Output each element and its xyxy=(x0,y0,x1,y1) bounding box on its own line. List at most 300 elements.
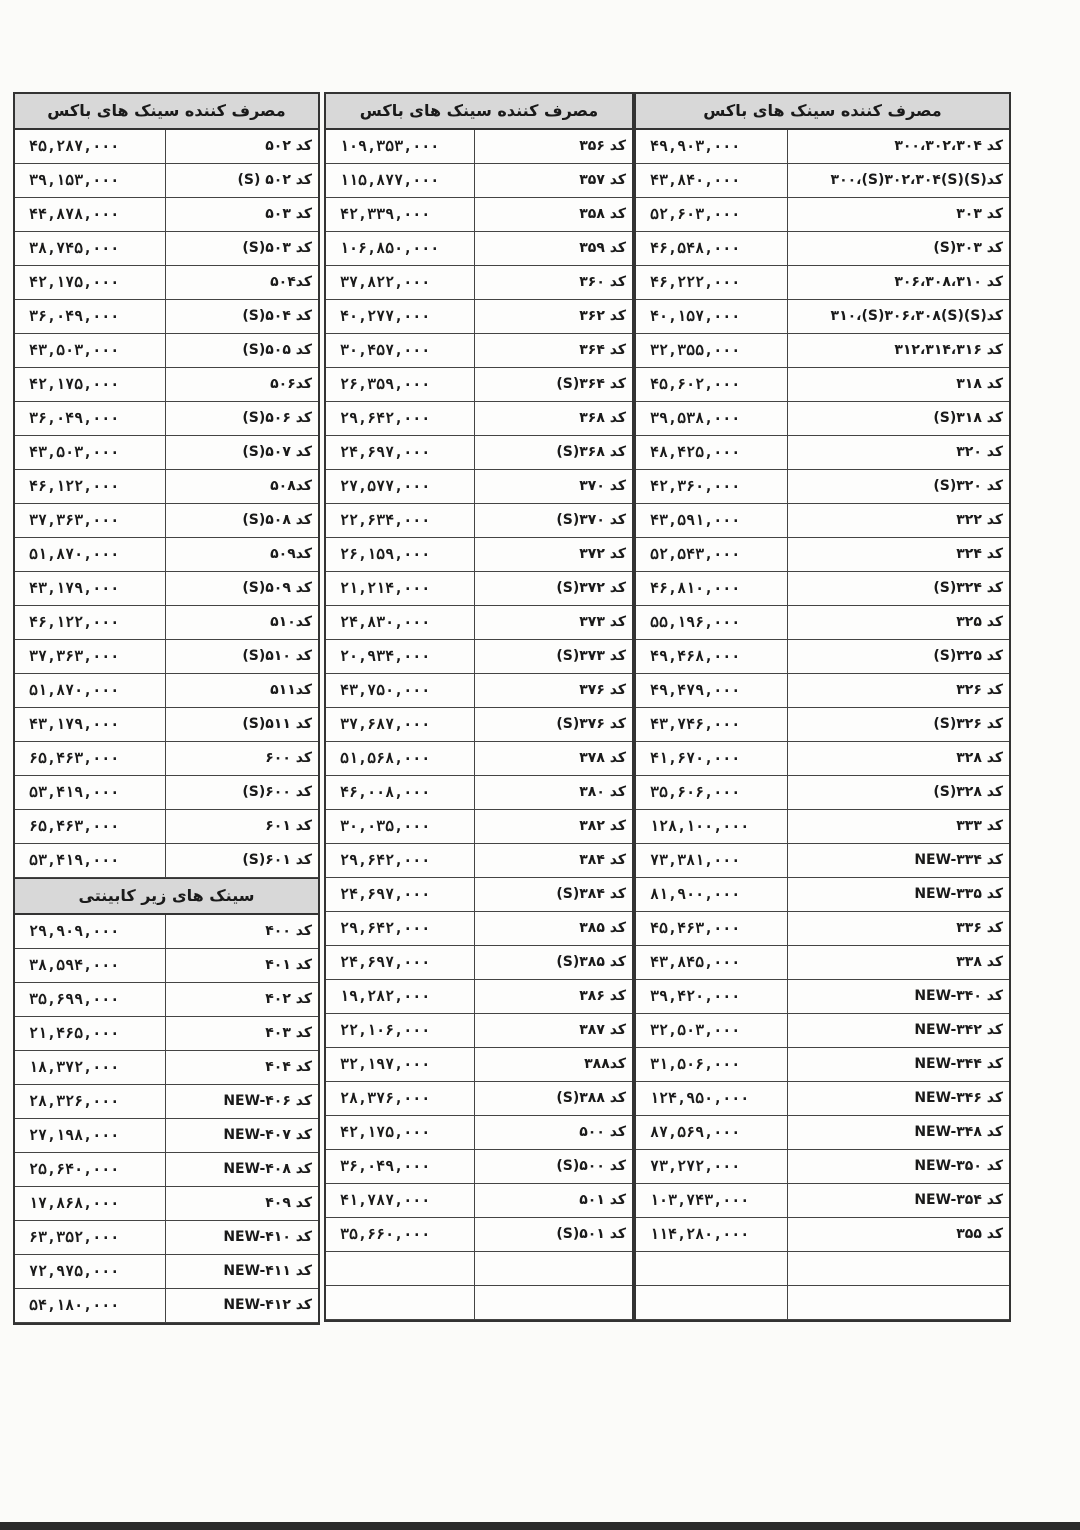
price-cell: ۳۹,۱۵۳,۰۰۰ xyxy=(15,164,166,198)
price-cell: ۴۸,۴۲۵,۰۰۰ xyxy=(636,436,788,470)
table-row xyxy=(326,1286,632,1320)
price-cell: ۲۰,۹۳۴,۰۰۰ xyxy=(326,640,475,674)
code-cell: کد ۳۲۴(S) xyxy=(788,572,1009,606)
table-row xyxy=(15,915,318,949)
table-row xyxy=(636,946,1009,980)
price-cell: ۳۹,۵۳۸,۰۰۰ xyxy=(636,402,788,436)
table-row xyxy=(15,810,318,844)
code-cell: کد NEW-۴۰۷ xyxy=(166,1119,318,1153)
price-cell: ۷۲,۹۷۵,۰۰۰ xyxy=(15,1255,166,1289)
code-cell: کد ۳۳۳ xyxy=(788,810,1009,844)
table-row xyxy=(15,640,318,674)
code-cell: کد ۳۲۵ xyxy=(788,606,1009,640)
code-cell: کد ۴۰۲ xyxy=(166,983,318,1017)
code-cell: کد ۳۲۸(S) xyxy=(788,776,1009,810)
table-row xyxy=(636,130,1009,164)
table-row xyxy=(326,606,632,640)
code-cell: کد ۳۱۲،۳۱۴،۳۱۶ xyxy=(788,334,1009,368)
code-cell: کد ۳۶۰ xyxy=(475,266,632,300)
table-row xyxy=(15,1221,318,1255)
price-cell: ۸۱,۹۰۰,۰۰۰ xyxy=(636,878,788,912)
code-cell: کد ۳۶۸ xyxy=(475,402,632,436)
table-row xyxy=(636,878,1009,912)
code-cell: کد ۳۲۰ xyxy=(788,436,1009,470)
table-row xyxy=(636,1082,1009,1116)
table-row xyxy=(636,470,1009,504)
code-cell: کد۵۰۴ xyxy=(166,266,318,300)
price-cell: ۲۶,۳۵۹,۰۰۰ xyxy=(326,368,475,402)
price-cell: ۴۳,۸۴۵,۰۰۰ xyxy=(636,946,788,980)
table-row xyxy=(326,300,632,334)
code-cell: کد ۳۲۰(S) xyxy=(788,470,1009,504)
code-cell: کد ۵۰۴(S) xyxy=(166,300,318,334)
code-cell: کد ۴۰۱ xyxy=(166,949,318,983)
code-cell: کد ۳۷۸ xyxy=(475,742,632,776)
table-row xyxy=(15,504,318,538)
table-row xyxy=(326,232,632,266)
table-row xyxy=(15,538,318,572)
code-cell: کد ۳۸۴(S) xyxy=(475,878,632,912)
code-cell: کد۵۰۸ xyxy=(166,470,318,504)
price-cell: ۴۶,۱۲۲,۰۰۰ xyxy=(15,470,166,504)
price-cell: ۴۲,۳۶۰,۰۰۰ xyxy=(636,470,788,504)
code-cell: کد NEW-۳۴۲ xyxy=(788,1014,1009,1048)
price-table-middle xyxy=(324,92,634,1322)
code-cell: کد ۵۰۶(S) xyxy=(166,402,318,436)
price-cell: ۳۸,۵۹۴,۰۰۰ xyxy=(15,949,166,983)
price-cell: ۳۷,۸۲۲,۰۰۰ xyxy=(326,266,475,300)
code-cell: کد ۳۸۷ xyxy=(475,1014,632,1048)
table-row xyxy=(15,1119,318,1153)
price-cell xyxy=(636,1252,788,1286)
price-cell: ۳۶,۰۴۹,۰۰۰ xyxy=(326,1150,475,1184)
code-cell: کد ۳۸۸(S) xyxy=(475,1082,632,1116)
code-cell: کد ۴۰۴ xyxy=(166,1051,318,1085)
table-row xyxy=(15,1051,318,1085)
table-row xyxy=(15,708,318,742)
table-row xyxy=(636,1252,1009,1286)
table-row xyxy=(326,776,632,810)
table-row xyxy=(636,1286,1009,1320)
code-cell: کد ۳۷۰ xyxy=(475,470,632,504)
table-header: مصرف کننده سینک های باکس xyxy=(326,94,632,130)
price-cell: ۱۰۶,۸۵۰,۰۰۰ xyxy=(326,232,475,266)
table-row xyxy=(15,266,318,300)
code-cell: کد(S)۳۰۰،(S)۳۰۲،۳۰۴(S) xyxy=(788,164,1009,198)
price-cell: ۲۱,۲۱۴,۰۰۰ xyxy=(326,572,475,606)
code-cell: کد ۳۷۲(S) xyxy=(475,572,632,606)
table-row xyxy=(636,810,1009,844)
code-cell: کد ۳۵۹ xyxy=(475,232,632,266)
price-cell: ۳۷,۳۶۳,۰۰۰ xyxy=(15,640,166,674)
price-cell: ۵۵,۱۹۶,۰۰۰ xyxy=(636,606,788,640)
table-row xyxy=(636,402,1009,436)
price-cell: ۴۱,۷۸۷,۰۰۰ xyxy=(326,1184,475,1218)
price-cell: ۱۷,۸۶۸,۰۰۰ xyxy=(15,1187,166,1221)
code-cell: کد ۵۰۹(S) xyxy=(166,572,318,606)
price-cell: ۲۵,۶۴۰,۰۰۰ xyxy=(15,1153,166,1187)
code-cell xyxy=(788,1252,1009,1286)
price-cell: ۱۲۸,۱۰۰,۰۰۰ xyxy=(636,810,788,844)
code-cell: کد ۳۲۶(S) xyxy=(788,708,1009,742)
table-row xyxy=(326,946,632,980)
price-cell: ۵۱,۵۶۸,۰۰۰ xyxy=(326,742,475,776)
price-cell: ۷۳,۳۸۱,۰۰۰ xyxy=(636,844,788,878)
code-cell: کد ۳۶۲ xyxy=(475,300,632,334)
price-cell: ۵۴,۱۸۰,۰۰۰ xyxy=(15,1289,166,1323)
price-cell: ۴۶,۵۴۸,۰۰۰ xyxy=(636,232,788,266)
table-header: مصرف کننده سینک های باکس xyxy=(636,94,1009,130)
table-row xyxy=(15,1153,318,1187)
code-cell: کد ۴۰۰ xyxy=(166,915,318,949)
code-cell: کد ۳۰۰،۳۰۲،۳۰۴ xyxy=(788,130,1009,164)
price-cell: ۱۰۹,۳۵۳,۰۰۰ xyxy=(326,130,475,164)
code-cell: کد ۳۳۶ xyxy=(788,912,1009,946)
code-cell: کد ۳۷۰(S) xyxy=(475,504,632,538)
table-row xyxy=(326,980,632,1014)
table-row xyxy=(326,640,632,674)
table-row xyxy=(326,368,632,402)
price-cell: ۴۰,۲۷۷,۰۰۰ xyxy=(326,300,475,334)
price-cell: ۳۵,۶۶۰,۰۰۰ xyxy=(326,1218,475,1252)
code-cell: کد NEW-۳۵۴ xyxy=(788,1184,1009,1218)
table-row xyxy=(326,1252,632,1286)
table-row xyxy=(326,1150,632,1184)
price-cell: ۸۷,۵۶۹,۰۰۰ xyxy=(636,1116,788,1150)
price-cell: ۲۹,۶۴۲,۰۰۰ xyxy=(326,844,475,878)
table-row xyxy=(326,130,632,164)
price-cell: ۳۹,۴۲۰,۰۰۰ xyxy=(636,980,788,1014)
code-cell: کد ۵۰۳ xyxy=(166,198,318,232)
price-cell xyxy=(326,1252,475,1286)
price-cell: ۳۷,۶۸۷,۰۰۰ xyxy=(326,708,475,742)
code-cell: کد ۳۰۶،۳۰۸،۳۱۰ xyxy=(788,266,1009,300)
price-cell xyxy=(636,1286,788,1320)
price-cell: ۴۳,۵۹۱,۰۰۰ xyxy=(636,504,788,538)
code-cell: کد ۳۷۳ xyxy=(475,606,632,640)
table-row xyxy=(326,164,632,198)
table-row xyxy=(15,1255,318,1289)
code-cell: کد ۵۰۱(S) xyxy=(475,1218,632,1252)
table-row xyxy=(15,674,318,708)
code-cell: کد ۳۲۲ xyxy=(788,504,1009,538)
table-row xyxy=(326,538,632,572)
price-cell: ۲۷,۱۹۸,۰۰۰ xyxy=(15,1119,166,1153)
code-cell: کد ۶۰۱ xyxy=(166,810,318,844)
table-row xyxy=(326,1014,632,1048)
code-cell: کد ۳۵۵ xyxy=(788,1218,1009,1252)
table-row xyxy=(326,912,632,946)
price-cell: ۴۵,۶۰۲,۰۰۰ xyxy=(636,368,788,402)
table-row xyxy=(636,776,1009,810)
code-cell: کد NEW-۴۰۸ xyxy=(166,1153,318,1187)
price-cell: ۳۲,۱۹۷,۰۰۰ xyxy=(326,1048,475,1082)
undercabinet-subheader: سینک های زیر کابینتی xyxy=(15,878,318,915)
code-cell: کد(S)۳۱۰،(S)۳۰۶،۳۰۸(S) xyxy=(788,300,1009,334)
code-cell: کد NEW-۳۳۴ xyxy=(788,844,1009,878)
table-row xyxy=(326,334,632,368)
price-cell: ۲۲,۶۳۴,۰۰۰ xyxy=(326,504,475,538)
code-cell: کد۵۰۶ xyxy=(166,368,318,402)
price-cell: ۲۷,۵۷۷,۰۰۰ xyxy=(326,470,475,504)
price-cell: ۴۳,۷۴۶,۰۰۰ xyxy=(636,708,788,742)
code-cell: کد ۶۰۰ xyxy=(166,742,318,776)
price-cell: ۴۹,۴۷۹,۰۰۰ xyxy=(636,674,788,708)
table-row xyxy=(326,470,632,504)
code-cell: کد۵۰۹ xyxy=(166,538,318,572)
code-cell: کد NEW-۳۴۰ xyxy=(788,980,1009,1014)
table-row xyxy=(15,436,318,470)
table-row xyxy=(636,708,1009,742)
code-cell: کد ۵۱۰(S) xyxy=(166,640,318,674)
price-cell: ۷۳,۲۷۲,۰۰۰ xyxy=(636,1150,788,1184)
code-cell: کد ۵۰۰ xyxy=(475,1116,632,1150)
price-cell: ۴۳,۵۰۳,۰۰۰ xyxy=(15,334,166,368)
price-cell: ۴۶,۸۱۰,۰۰۰ xyxy=(636,572,788,606)
code-cell: کد ۳۳۸ xyxy=(788,946,1009,980)
table-row xyxy=(636,742,1009,776)
table-row xyxy=(15,470,318,504)
code-cell: کد ۵۰۷(S) xyxy=(166,436,318,470)
price-cell: ۴۵,۲۸۷,۰۰۰ xyxy=(15,130,166,164)
code-cell: کد ۳۱۸ xyxy=(788,368,1009,402)
table-row xyxy=(15,198,318,232)
price-cell: ۲۸,۳۷۶,۰۰۰ xyxy=(326,1082,475,1116)
price-cell: ۴۳,۱۷۹,۰۰۰ xyxy=(15,708,166,742)
price-cell: ۴۲,۱۷۵,۰۰۰ xyxy=(326,1116,475,1150)
table-row xyxy=(15,1017,318,1051)
code-cell: کد۵۱۱ xyxy=(166,674,318,708)
price-cell: ۲۱,۴۶۵,۰۰۰ xyxy=(15,1017,166,1051)
table-row xyxy=(636,368,1009,402)
code-cell: کد ۳۰۳ xyxy=(788,198,1009,232)
price-cell: ۴۶,۰۰۸,۰۰۰ xyxy=(326,776,475,810)
price-cell: ۳۰,۴۵۷,۰۰۰ xyxy=(326,334,475,368)
price-cell: ۱۱۴,۲۸۰,۰۰۰ xyxy=(636,1218,788,1252)
table-row xyxy=(326,436,632,470)
price-cell: ۴۳,۵۰۳,۰۰۰ xyxy=(15,436,166,470)
table-row xyxy=(15,1289,318,1323)
code-cell: کد ۵۰۰(S) xyxy=(475,1150,632,1184)
price-cell: ۴۱,۶۷۰,۰۰۰ xyxy=(636,742,788,776)
table-row xyxy=(326,1082,632,1116)
table-row xyxy=(636,912,1009,946)
price-cell: ۳۱,۵۰۶,۰۰۰ xyxy=(636,1048,788,1082)
table-row xyxy=(326,572,632,606)
code-cell: کد ۳۸۰ xyxy=(475,776,632,810)
code-cell: کد ۳۲۸ xyxy=(788,742,1009,776)
price-cell: ۱۰۳,۷۴۳,۰۰۰ xyxy=(636,1184,788,1218)
price-cell: ۴۳,۸۴۰,۰۰۰ xyxy=(636,164,788,198)
price-cell xyxy=(326,1286,475,1320)
price-cell: ۵۳,۴۱۹,۰۰۰ xyxy=(15,776,166,810)
price-cell: ۲۴,۶۹۷,۰۰۰ xyxy=(326,436,475,470)
price-cell: ۲۹,۹۰۹,۰۰۰ xyxy=(15,915,166,949)
price-cell: ۲۴,۶۹۷,۰۰۰ xyxy=(326,878,475,912)
price-cell: ۵۳,۴۱۹,۰۰۰ xyxy=(15,844,166,878)
code-cell: کد ۳۸۵(S) xyxy=(475,946,632,980)
code-cell: کد ۳۵۷ xyxy=(475,164,632,198)
code-cell xyxy=(475,1286,632,1320)
code-cell: کد NEW-۴۰۶ xyxy=(166,1085,318,1119)
code-cell: کد ۴۰۳ xyxy=(166,1017,318,1051)
code-cell: کد ۳۶۴ xyxy=(475,334,632,368)
price-cell: ۳۶,۰۴۹,۰۰۰ xyxy=(15,402,166,436)
code-cell: کد ۳۲۵(S) xyxy=(788,640,1009,674)
table-row xyxy=(326,844,632,878)
table-row xyxy=(636,1184,1009,1218)
price-cell: ۳۵,۶۹۹,۰۰۰ xyxy=(15,983,166,1017)
code-cell: کد ۵۰۲ xyxy=(166,130,318,164)
table-row xyxy=(636,300,1009,334)
price-cell: ۳۶,۰۴۹,۰۰۰ xyxy=(15,300,166,334)
code-cell: کد NEW-۳۴۸ xyxy=(788,1116,1009,1150)
table-row xyxy=(15,572,318,606)
price-cell: ۳۵,۶۰۶,۰۰۰ xyxy=(636,776,788,810)
price-cell: ۳۷,۳۶۳,۰۰۰ xyxy=(15,504,166,538)
code-cell: کد ۳۸۵ xyxy=(475,912,632,946)
code-cell: کد ۳۷۶(S) xyxy=(475,708,632,742)
table-row xyxy=(15,844,318,878)
table-row xyxy=(15,300,318,334)
price-cell: ۳۰,۰۳۵,۰۰۰ xyxy=(326,810,475,844)
table-row xyxy=(326,1048,632,1082)
code-cell: کد ۵۰۳(S) xyxy=(166,232,318,266)
price-cell: ۵۲,۵۴۳,۰۰۰ xyxy=(636,538,788,572)
price-cell: ۲۲,۱۰۶,۰۰۰ xyxy=(326,1014,475,1048)
table-row xyxy=(636,164,1009,198)
table-row xyxy=(326,1116,632,1150)
code-cell: کد ۳۶۴(S) xyxy=(475,368,632,402)
table-row xyxy=(326,402,632,436)
table-row xyxy=(636,1048,1009,1082)
table-row xyxy=(326,674,632,708)
table-row xyxy=(636,1014,1009,1048)
price-cell: ۴۲,۱۷۵,۰۰۰ xyxy=(15,368,166,402)
code-cell: کد NEW-۳۴۴ xyxy=(788,1048,1009,1082)
price-cell: ۲۴,۶۹۷,۰۰۰ xyxy=(326,946,475,980)
price-cell: ۴۴,۸۷۸,۰۰۰ xyxy=(15,198,166,232)
table-row xyxy=(15,776,318,810)
code-cell: کد۵۱۰ xyxy=(166,606,318,640)
price-table-left xyxy=(13,92,320,1325)
code-cell: کد ۳۸۶ xyxy=(475,980,632,1014)
code-cell: کد۳۸۸ xyxy=(475,1048,632,1082)
code-cell xyxy=(475,1252,632,1286)
table-row xyxy=(15,1187,318,1221)
table-row xyxy=(636,538,1009,572)
table-row xyxy=(636,606,1009,640)
code-cell: کد ۵۰۸(S) xyxy=(166,504,318,538)
price-cell: ۴۵,۴۶۳,۰۰۰ xyxy=(636,912,788,946)
price-cell: ۴۶,۱۲۲,۰۰۰ xyxy=(15,606,166,640)
table-row xyxy=(636,1116,1009,1150)
table-row xyxy=(15,334,318,368)
code-cell: کد ۵۰۱ xyxy=(475,1184,632,1218)
table-row xyxy=(636,504,1009,538)
table-row xyxy=(636,640,1009,674)
code-cell: کد ۵۰۵(S) xyxy=(166,334,318,368)
price-cell: ۱۱۵,۸۷۷,۰۰۰ xyxy=(326,164,475,198)
table-row xyxy=(636,674,1009,708)
table-row xyxy=(326,742,632,776)
price-cell: ۴۶,۲۲۲,۰۰۰ xyxy=(636,266,788,300)
price-cell: ۲۴,۸۳۰,۰۰۰ xyxy=(326,606,475,640)
price-cell: ۴۲,۳۳۹,۰۰۰ xyxy=(326,198,475,232)
code-cell: کد ۳۷۲ xyxy=(475,538,632,572)
price-cell: ۳۸,۷۴۵,۰۰۰ xyxy=(15,232,166,266)
table-row xyxy=(15,130,318,164)
code-cell: کد NEW-۴۱۱ xyxy=(166,1255,318,1289)
code-cell: کد ۳۷۶ xyxy=(475,674,632,708)
price-cell: ۲۹,۶۴۲,۰۰۰ xyxy=(326,912,475,946)
table-row xyxy=(636,334,1009,368)
table-row xyxy=(636,572,1009,606)
price-cell: ۲۶,۱۵۹,۰۰۰ xyxy=(326,538,475,572)
price-cell: ۶۳,۳۵۲,۰۰۰ xyxy=(15,1221,166,1255)
code-cell: کد NEW-۳۳۵ xyxy=(788,878,1009,912)
table-row xyxy=(636,1218,1009,1252)
table-row xyxy=(326,266,632,300)
price-cell: ۴۳,۷۵۰,۰۰۰ xyxy=(326,674,475,708)
table-row xyxy=(326,1184,632,1218)
table-row xyxy=(636,436,1009,470)
table-row xyxy=(636,198,1009,232)
price-cell: ۱۲۴,۹۵۰,۰۰۰ xyxy=(636,1082,788,1116)
code-cell: کد NEW-۴۱۲ xyxy=(166,1289,318,1323)
table-row xyxy=(15,606,318,640)
table-row xyxy=(326,198,632,232)
price-cell: ۲۸,۳۲۶,۰۰۰ xyxy=(15,1085,166,1119)
price-cell: ۵۱,۸۷۰,۰۰۰ xyxy=(15,538,166,572)
table-row xyxy=(636,266,1009,300)
price-cell: ۵۱,۸۷۰,۰۰۰ xyxy=(15,674,166,708)
code-cell: کد ۳۸۲ xyxy=(475,810,632,844)
table-row xyxy=(15,949,318,983)
price-cell: ۶۵,۴۶۳,۰۰۰ xyxy=(15,742,166,776)
table-row xyxy=(326,810,632,844)
table-row xyxy=(15,1085,318,1119)
table-row xyxy=(636,844,1009,878)
price-cell: ۱۸,۳۷۲,۰۰۰ xyxy=(15,1051,166,1085)
code-cell: کد ۳۲۴ xyxy=(788,538,1009,572)
code-cell: کد ۳۵۸ xyxy=(475,198,632,232)
table-row xyxy=(15,368,318,402)
table-row xyxy=(636,232,1009,266)
table-header: مصرف کننده سینک های باکس xyxy=(15,94,318,130)
code-cell: کد ۳۰۳(S) xyxy=(788,232,1009,266)
table-row xyxy=(15,164,318,198)
table-row xyxy=(326,708,632,742)
price-cell: ۴۰,۱۵۷,۰۰۰ xyxy=(636,300,788,334)
price-cell: ۴۹,۴۶۸,۰۰۰ xyxy=(636,640,788,674)
price-cell: ۵۲,۶۰۳,۰۰۰ xyxy=(636,198,788,232)
table-row xyxy=(326,878,632,912)
table-row xyxy=(636,980,1009,1014)
code-cell: کد NEW-۳۴۶ xyxy=(788,1082,1009,1116)
price-cell: ۳۲,۳۵۵,۰۰۰ xyxy=(636,334,788,368)
price-cell: ۱۹,۲۸۲,۰۰۰ xyxy=(326,980,475,1014)
price-cell: ۴۳,۱۷۹,۰۰۰ xyxy=(15,572,166,606)
price-cell: ۴۲,۱۷۵,۰۰۰ xyxy=(15,266,166,300)
table-row xyxy=(15,402,318,436)
scan-edge xyxy=(0,1522,1080,1530)
code-cell: کد ۳۶۸(S) xyxy=(475,436,632,470)
table-row xyxy=(326,1218,632,1252)
code-cell: کد ۳۷۳(S) xyxy=(475,640,632,674)
code-cell: کد ۳۵۶ xyxy=(475,130,632,164)
table-row xyxy=(15,983,318,1017)
